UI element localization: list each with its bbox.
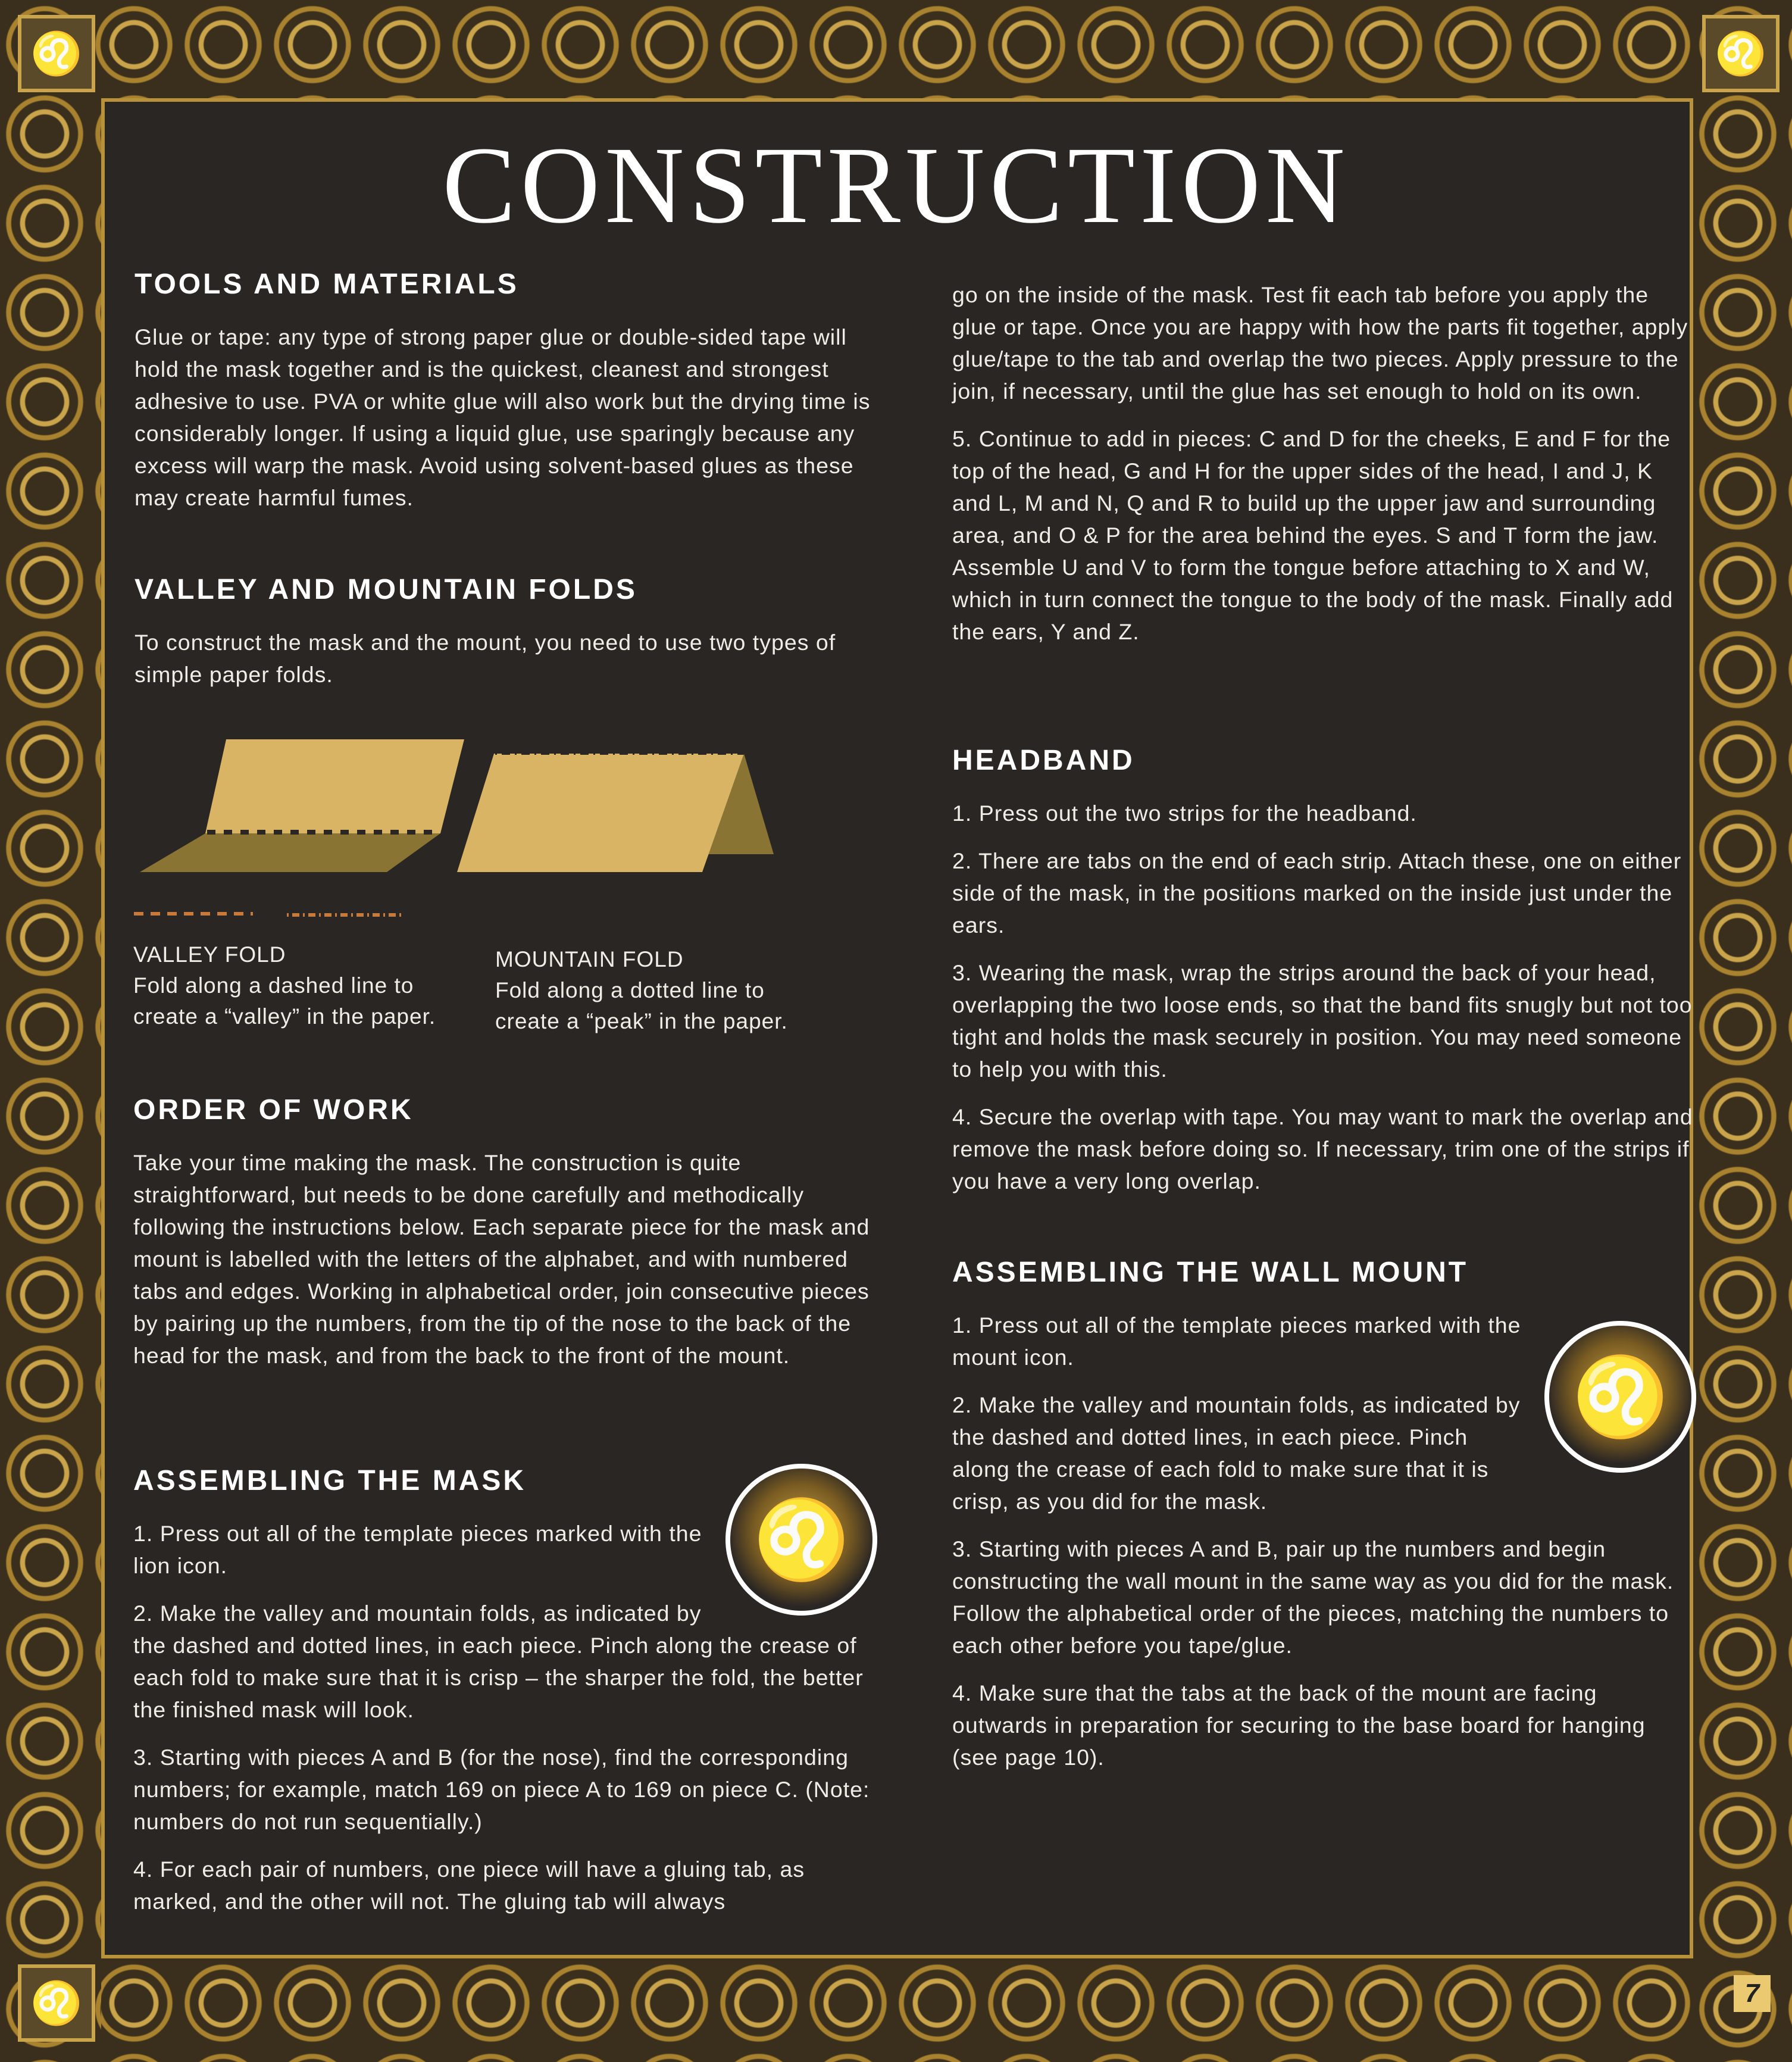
list-item: 3. Wearing the mask, wrap the strips around the back of your head, overlapping the two loose ends, so that the band fits snugly but not too tight and holds the mask securely in position. You may need someone to help you with this. <box>952 960 1693 1082</box>
valley-fold-caption <box>133 939 467 1032</box>
ornamental-border-top <box>0 0 1792 98</box>
valley-fold-text: Fold along a dashed line to create a “valley” in the paper. <box>133 973 436 1029</box>
ornamental-border-left <box>0 0 101 2062</box>
list-item: 2. There are tabs on the end of each strip. Attach these, one on either side of the mask, in the positions marked on the inside just under the ears. <box>952 848 1682 938</box>
section-heading: ASSEMBLING THE WALL MOUNT <box>952 1257 1469 1288</box>
tools-section <box>135 268 878 529</box>
list-item: 3. Starting with pieces A and B (for the nose), find the corresponding numbers; for example, match 169 on piece A to 169 on piece C. (Note: numbers do not run sequentially.) <box>133 1745 870 1834</box>
lion-crest-icon: ♌ <box>1702 15 1780 92</box>
lion-icon: ♌ <box>725 1464 877 1616</box>
list-item: 3. Starting with pieces A and B, pair up the numbers and begin constructing the wall mount in the same way as you did for the mask. Follow the alphabetical order of the pieces, matching the numbers to each other before you tape/glue. <box>952 1536 1674 1658</box>
lion-crest-icon: ♌ <box>18 1964 95 2042</box>
section-heading: HEADBAND <box>952 745 1135 776</box>
paragraph: Take your time making the mask. The construction is quite straightforward, but needs to be done carefully and methodically following the instructions below. Each separate piece for the mask and mount is labelled with the letters of the alphabet, and with numbered tabs and edges. Working in alphabetical order, join consecutive pieces by pairing up the numbers, from the tip of the nose to the back of the head for the mask, and from the back to the front of the mount. <box>133 1150 870 1368</box>
list-item: 4. Make sure that the tabs at the back of the mount are facing outwards in preparation for securing to the base board for hanging (see page 10). <box>952 1680 1646 1770</box>
mount-section <box>952 1256 1696 1789</box>
paragraph: Glue or tape: any type of strong paper glue or double-sided tape will hold the mask together and is the quickest, cleanest and strongest adhesive to use. PVA or white glue will also work but the drying time is considerably longer. If using a liquid glue, use sparingly because any excess will warp the mask. Avoid using solvent-based glues as these may create harmful fumes. <box>135 324 871 510</box>
lion-icon: ♌ <box>1544 1321 1696 1473</box>
list-item: 2. Make the valley and mountain folds, as indicated by the dashed and dotted lines, in each piece. Pinch along the crease of each fold to make sure that it is crisp, as you did for the mask. <box>952 1392 1521 1514</box>
list-item: 1. Press out all of the template pieces marked with the mount icon. <box>952 1313 1521 1370</box>
fold-diagrams <box>131 726 845 923</box>
page-title: CONSTRUCTION <box>442 124 1350 246</box>
list-item: 1. Press out the two strips for the headband. <box>952 801 1417 826</box>
paragraph: go on the inside of the mask. Test fit each tab before you apply the glue or tape. Once you are happy with how the parts fit together, apply glue/tape to the tab and overlap the two pieces. Apply pressure to the join, if necessary, until the glue has set enough to hold on its own. <box>952 282 1688 404</box>
list-item: 4. For each pair of numbers, one piece will have a gluing tab, as marked, and the other will not. The gluing tab will always <box>133 1857 805 1914</box>
valley-fold-title: VALLEY FOLD <box>133 942 286 967</box>
mountain-fold-title: MOUNTAIN FOLD <box>495 947 684 971</box>
list-item: 1. Press out all of the template pieces marked with the lion icon. <box>133 1521 702 1578</box>
page-number: 7 <box>1734 1975 1771 2012</box>
mountain-fold-caption <box>495 944 817 1037</box>
section-heading: ASSEMBLING THE MASK <box>133 1465 527 1496</box>
section-heading: VALLEY AND MOUNTAIN FOLDS <box>135 574 637 605</box>
list-item: 2. Make the valley and mountain folds, as indicated by the dashed and dotted lines, in each piece. Pinch along the crease of each fold to make sure that it is crisp – the sharper the fold, the better the finished mask will look. <box>133 1601 864 1722</box>
mountain-fold-text: Fold along a dotted line to create a “peak” in the paper. <box>495 978 788 1033</box>
mask-section-continued <box>952 279 1696 663</box>
order-section <box>133 1094 877 1387</box>
lion-crest-icon: ♌ <box>18 15 95 92</box>
section-heading: TOOLS AND MATERIALS <box>135 268 519 300</box>
headband-section <box>952 744 1696 1213</box>
paragraph: To construct the mask and the mount, you need to use two types of simple paper folds. <box>135 630 836 687</box>
valley-fold-diagram <box>134 739 464 914</box>
ornamental-border-right <box>1693 0 1792 2062</box>
section-heading: ORDER OF WORK <box>133 1094 414 1126</box>
list-item: 5. Continue to add in pieces: C and D for the cheeks, E and F for the top of the head, G and H for the upper sides of the head, I and J, K and L, M and N, Q and R to build up the upper jaw and surrounding area, and O & P for the area behind the eyes. S and T form the jaw. Assemble U and V to form the tongue before attaching to X and W, which in turn connect the tongue to the body of the mask. Finally add the ears, Y and Z. <box>952 426 1674 644</box>
folds-section <box>135 573 878 706</box>
ornamental-border-bottom <box>0 1958 1792 2062</box>
mask-section <box>133 1464 877 1933</box>
list-item: 4. Secure the overlap with tape. You may want to mark the overlap and remove the mask before doing so. If necessary, trim one of the strips if you have a very long overlap. <box>952 1104 1693 1194</box>
